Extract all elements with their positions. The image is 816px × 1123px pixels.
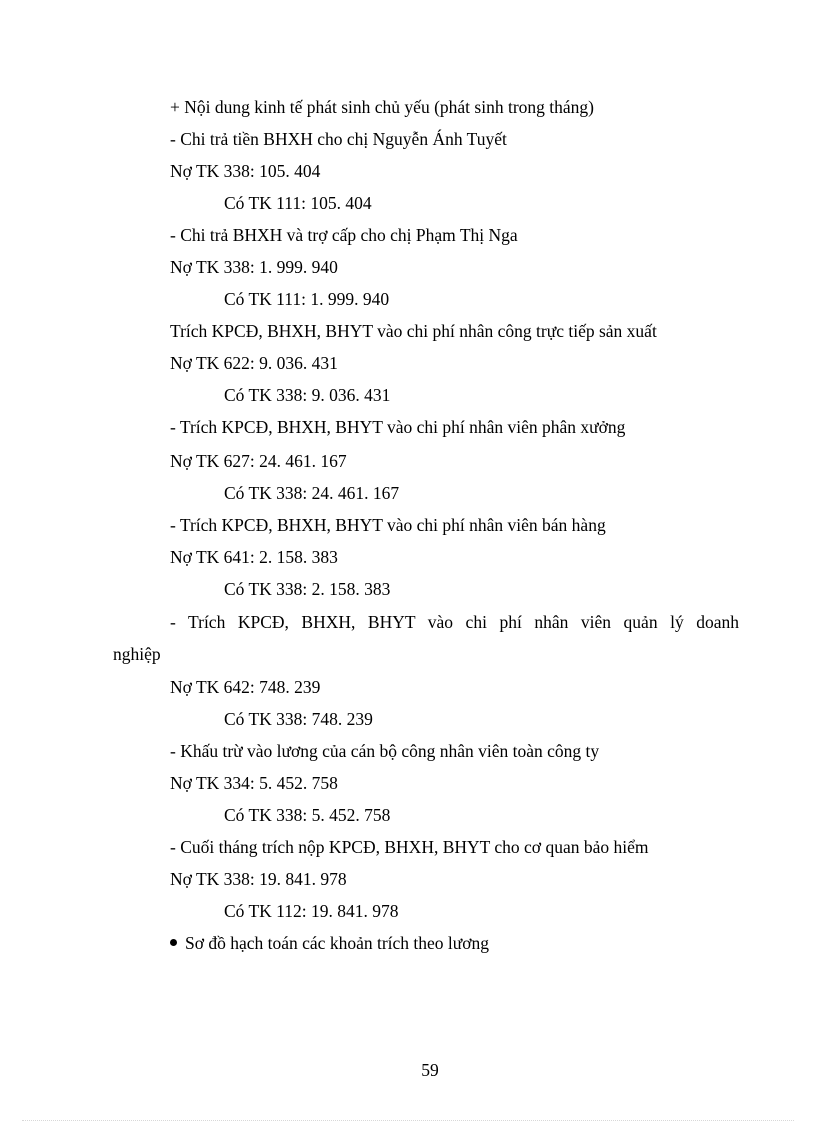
credit-line: Có TK 111: 105. 404 xyxy=(224,193,372,213)
entry-description: - Chi trả tiền BHXH cho chị Nguyễn Ánh Tuyết xyxy=(170,129,507,149)
entry-description-continuation: nghiệp xyxy=(113,644,161,664)
credit-line: Có TK 112: 19. 841. 978 xyxy=(224,901,399,921)
page-number: 59 xyxy=(421,1060,439,1080)
entry-description: - Khấu trừ vào lương của cán bộ công nhân viên toàn công ty xyxy=(170,741,600,761)
credit-line: Có TK 338: 2. 158. 383 xyxy=(224,579,391,599)
section-heading: + Nội dung kinh tế phát sinh chủ yếu (phát sinh trong tháng) xyxy=(170,97,594,117)
credit-line: Có TK 338: 24. 461. 167 xyxy=(224,483,400,503)
credit-line: Có TK 338: 5. 452. 758 xyxy=(224,805,391,825)
entry-description: Trích KPCĐ, BHXH, BHYT vào chi phí nhân công trực tiếp sản xuất xyxy=(170,321,657,341)
entry-description: - Trích KPCĐ, BHXH, BHYT vào chi phí nhân viên bán hàng xyxy=(170,515,606,535)
debit-line: Nợ TK 338: 19. 841. 978 xyxy=(170,869,347,889)
credit-line: Có TK 111: 1. 999. 940 xyxy=(224,289,390,309)
debit-line: Nợ TK 627: 24. 461. 167 xyxy=(170,451,347,471)
bullet-text: Sơ đồ hạch toán các khoản trích theo lương xyxy=(185,933,490,953)
bullet-item xyxy=(170,932,489,954)
debit-line: Nợ TK 622: 9. 036. 431 xyxy=(170,353,338,373)
debit-line: Nợ TK 334: 5. 452. 758 xyxy=(170,773,338,793)
bullet-icon xyxy=(170,939,177,946)
debit-line: Nợ TK 338: 1. 999. 940 xyxy=(170,257,338,277)
credit-line: Có TK 338: 9. 036. 431 xyxy=(224,385,391,405)
debit-line: Nợ TK 338: 105. 404 xyxy=(170,161,321,181)
entry-description: - Trích KPCĐ, BHXH, BHYT vào chi phí nhân viên quản lý doanh xyxy=(170,612,739,632)
entry-description: - Chi trả BHXH và trợ cấp cho chị Phạm Thị Nga xyxy=(170,225,518,245)
page-divider xyxy=(22,1120,794,1121)
credit-line: Có TK 338: 748. 239 xyxy=(224,709,373,729)
debit-line: Nợ TK 642: 748. 239 xyxy=(170,677,321,697)
debit-line: Nợ TK 641: 2. 158. 383 xyxy=(170,547,338,567)
entry-description: - Trích KPCĐ, BHXH, BHYT vào chi phí nhân viên phân xưởng xyxy=(170,417,626,437)
entry-description: - Cuối tháng trích nộp KPCĐ, BHXH, BHYT cho cơ quan bảo hiểm xyxy=(170,837,649,857)
